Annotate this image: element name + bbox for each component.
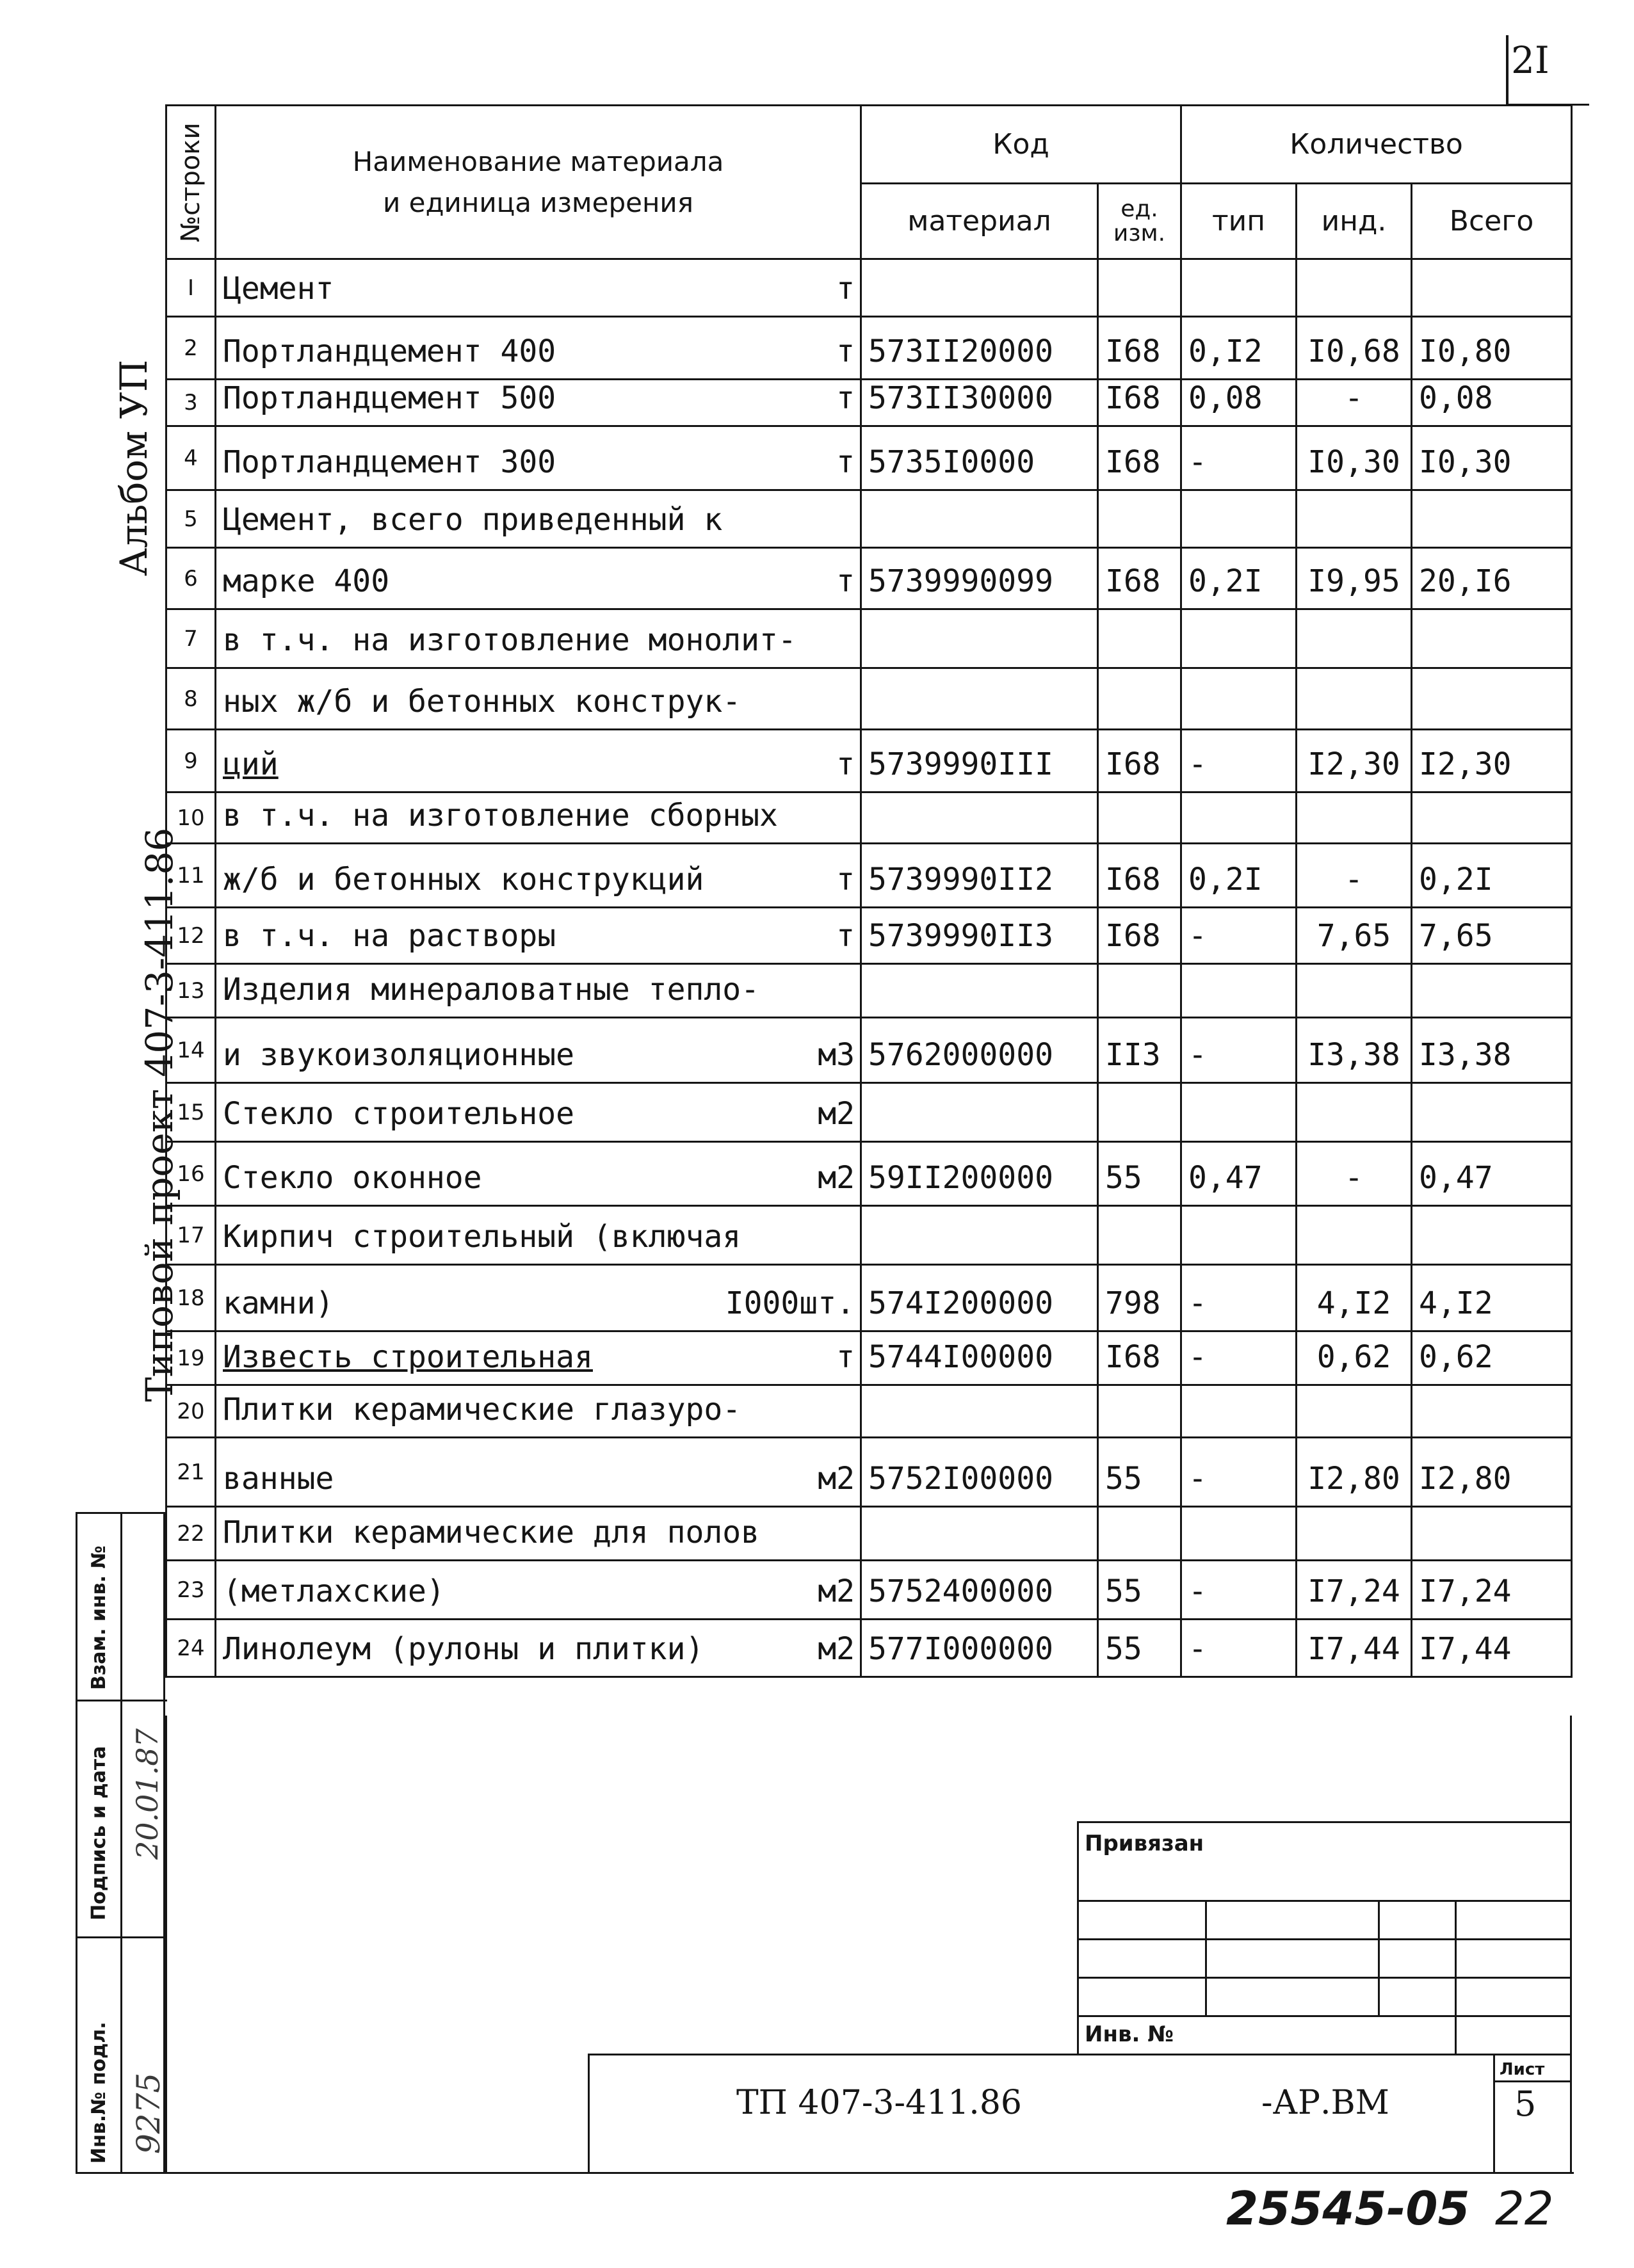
quantity-total: 0,2I <box>1412 844 1572 908</box>
material-code <box>861 964 1098 1018</box>
table-row <box>166 609 1572 668</box>
quantity-individual <box>1297 609 1412 668</box>
material-name-cell <box>216 1142 861 1206</box>
material-name: Линолеум (рулоны и плитки) <box>223 1631 704 1667</box>
material-code: 5752I00000 <box>861 1438 1098 1507</box>
material-code <box>861 490 1098 548</box>
material-code: 59II200000 <box>861 1142 1098 1206</box>
row-number: 12 <box>166 908 216 964</box>
material-code: 5735I0000 <box>861 426 1098 490</box>
header-name: Наименование материала и единица измерения <box>216 106 861 259</box>
material-name: Цемент <box>223 271 334 307</box>
unit-code: 798 <box>1098 1265 1181 1331</box>
quantity-individual <box>1297 668 1412 730</box>
material-name: Цемент, всего приведенный к <box>223 502 723 538</box>
table-row <box>166 1438 1572 1507</box>
quantity-type <box>1181 1083 1297 1142</box>
binding-line <box>1077 2015 1570 2017</box>
quantity-individual: 0,62 <box>1297 1331 1412 1385</box>
quantity-individual <box>1297 1507 1412 1561</box>
unit-code <box>1098 1507 1181 1561</box>
material-name-cell <box>216 1385 861 1438</box>
row-number: 21 <box>166 1438 216 1507</box>
binding-label: Привязан <box>1085 1831 1204 1856</box>
quantity-individual <box>1297 1206 1412 1265</box>
quantity-individual: 7,65 <box>1297 908 1412 964</box>
table-row <box>166 792 1572 844</box>
material-unit: т <box>836 271 855 307</box>
binding-vline <box>1077 1821 1079 2055</box>
material-code: 5752400000 <box>861 1561 1098 1620</box>
title-block-vline <box>588 2054 590 2174</box>
material-name-cell <box>216 1561 861 1620</box>
row-number: 8 <box>166 668 216 730</box>
binding-line <box>1077 1977 1570 1979</box>
table-row <box>166 1385 1572 1438</box>
quantity-total: 4,I2 <box>1412 1265 1572 1331</box>
quantity-type: - <box>1181 1018 1297 1083</box>
row-number: 10 <box>166 792 216 844</box>
material-name: Портландцемент 300 <box>223 444 556 480</box>
material-name: в т.ч. на изготовление монолит- <box>223 622 797 658</box>
header-total: Всего <box>1412 184 1572 259</box>
quantity-type: 0,08 <box>1181 380 1297 426</box>
quantity-total: 20,I6 <box>1412 548 1572 609</box>
material-unit: м2 <box>818 1573 855 1609</box>
binding-line <box>1077 1938 1570 1940</box>
unit-code: I68 <box>1098 730 1181 792</box>
material-code <box>861 1206 1098 1265</box>
table-row <box>166 1620 1572 1677</box>
row-number: 19 <box>166 1331 216 1385</box>
material-name-cell <box>216 317 861 380</box>
archive-page-number: 22 <box>1495 2182 1554 2235</box>
frame-line <box>165 1716 167 2174</box>
inv-number-label: Инв. № <box>1085 2022 1174 2047</box>
project-label: Типовой проект 407-3-411.86 <box>138 827 181 1402</box>
quantity-type: 0,I2 <box>1181 317 1297 380</box>
stamp-divider <box>77 1700 167 1701</box>
material-name: ванные <box>223 1461 334 1497</box>
table-row <box>166 668 1572 730</box>
quantity-type <box>1181 668 1297 730</box>
quantity-type <box>1181 792 1297 844</box>
material-code <box>861 1083 1098 1142</box>
quantity-individual: 4,I2 <box>1297 1265 1412 1331</box>
material-name-cell <box>216 908 861 964</box>
material-code: 5739990II3 <box>861 908 1098 964</box>
quantity-total <box>1412 668 1572 730</box>
row-number: 14 <box>166 1018 216 1083</box>
material-name-cell <box>216 1507 861 1561</box>
unit-code <box>1098 490 1181 548</box>
table-row <box>166 1331 1572 1385</box>
material-name: и звукоизоляционные <box>223 1037 575 1073</box>
table-row <box>166 548 1572 609</box>
sheet-label: Лист <box>1500 2060 1545 2079</box>
material-code <box>861 609 1098 668</box>
quantity-individual <box>1297 1083 1412 1142</box>
quantity-total: I7,44 <box>1412 1620 1572 1677</box>
material-unit: т <box>836 746 855 782</box>
material-name-cell <box>216 548 861 609</box>
quantity-type: 0,47 <box>1181 1142 1297 1206</box>
unit-code <box>1098 792 1181 844</box>
header-quantity: Количество <box>1181 106 1572 184</box>
material-unit: м2 <box>818 1461 855 1497</box>
material-unit: т <box>836 918 855 954</box>
row-number: 4 <box>166 426 216 490</box>
page-number-divider <box>1506 35 1509 106</box>
material-name: ных ж/б и бетонных конструк- <box>223 684 741 720</box>
material-name: Плитки керамические для полов <box>223 1515 760 1550</box>
row-number: 11 <box>166 844 216 908</box>
quantity-type: - <box>1181 1561 1297 1620</box>
material-unit: м3 <box>818 1037 855 1073</box>
material-name: ций <box>223 746 279 782</box>
material-name-cell <box>216 1620 861 1677</box>
table-row <box>166 964 1572 1018</box>
table-row <box>166 490 1572 548</box>
material-name-cell <box>216 1438 861 1507</box>
quantity-individual: I7,44 <box>1297 1620 1412 1677</box>
row-number: 22 <box>166 1507 216 1561</box>
quantity-total: 7,65 <box>1412 908 1572 964</box>
material-name-cell <box>216 380 861 426</box>
unit-code: 55 <box>1098 1142 1181 1206</box>
unit-code <box>1098 1206 1181 1265</box>
quantity-type <box>1181 1507 1297 1561</box>
unit-code: I68 <box>1098 844 1181 908</box>
material-name-cell <box>216 792 861 844</box>
row-number: 13 <box>166 964 216 1018</box>
unit-code <box>1098 964 1181 1018</box>
document-code: ТП 407-3-411.86 <box>736 2084 1022 2122</box>
row-number: 3 <box>166 380 216 426</box>
quantity-total: 0,08 <box>1412 380 1572 426</box>
table-row <box>166 1507 1572 1561</box>
quantity-total <box>1412 964 1572 1018</box>
quantity-type <box>1181 259 1297 317</box>
material-unit: т <box>836 1339 855 1375</box>
quantity-type <box>1181 1206 1297 1265</box>
material-code <box>861 792 1098 844</box>
archive-number: 25545-05 <box>1226 2182 1470 2235</box>
quantity-total: I2,30 <box>1412 730 1572 792</box>
unit-code: 55 <box>1098 1438 1181 1507</box>
quantity-type: - <box>1181 1331 1297 1385</box>
material-unit: т <box>836 862 855 897</box>
table-row <box>166 1561 1572 1620</box>
row-number: 6 <box>166 548 216 609</box>
quantity-total: 0,62 <box>1412 1331 1572 1385</box>
unit-code: II3 <box>1098 1018 1181 1083</box>
quantity-individual <box>1297 964 1412 1018</box>
binding-line <box>1077 1900 1570 1902</box>
quantity-total: I7,24 <box>1412 1561 1572 1620</box>
quantity-total <box>1412 490 1572 548</box>
material-code: 577I000000 <box>861 1620 1098 1677</box>
quantity-individual: - <box>1297 844 1412 908</box>
material-name: Изделия минераловатные тепло- <box>223 972 760 1008</box>
table-row <box>166 426 1572 490</box>
material-code <box>861 1507 1098 1561</box>
unit-code: I68 <box>1098 317 1181 380</box>
row-number: 7 <box>166 609 216 668</box>
quantity-individual: I2,80 <box>1297 1438 1412 1507</box>
quantity-type <box>1181 964 1297 1018</box>
quantity-individual: I0,30 <box>1297 426 1412 490</box>
header-individual: инд. <box>1297 184 1412 259</box>
quantity-type: - <box>1181 1620 1297 1677</box>
header-code: Код <box>861 106 1181 184</box>
material-name: в т.ч. на растворы <box>223 918 556 954</box>
unit-code: I68 <box>1098 1331 1181 1385</box>
table-row <box>166 380 1572 426</box>
quantity-type: 0,2I <box>1181 844 1297 908</box>
unit-code: I68 <box>1098 426 1181 490</box>
material-name-cell <box>216 964 861 1018</box>
header-unit-code: ед. изм. <box>1098 184 1181 259</box>
quantity-individual: I3,38 <box>1297 1018 1412 1083</box>
row-number: I <box>166 259 216 317</box>
table-row <box>166 1142 1572 1206</box>
quantity-individual: I0,68 <box>1297 317 1412 380</box>
binding-line <box>1077 1821 1570 1823</box>
quantity-individual: - <box>1297 380 1412 426</box>
handwritten-date: 20.01.87 <box>130 1728 165 1860</box>
quantity-total: I3,38 <box>1412 1018 1572 1083</box>
row-number: 9 <box>166 730 216 792</box>
quantity-individual: I2,30 <box>1297 730 1412 792</box>
material-name-cell <box>216 426 861 490</box>
quantity-type <box>1181 490 1297 548</box>
header-row-number: №строки <box>166 106 216 259</box>
quantity-total <box>1412 1385 1572 1438</box>
row-number: 17 <box>166 1206 216 1265</box>
sheet-number: 5 <box>1514 2084 1537 2124</box>
title-block-vline <box>1493 2054 1495 2174</box>
stamp-label-vzam-inv: Взам. инв. № <box>88 1545 110 1690</box>
material-unit: м2 <box>818 1096 855 1132</box>
row-number: 20 <box>166 1385 216 1438</box>
material-code: 5762000000 <box>861 1018 1098 1083</box>
material-unit: м2 <box>818 1160 855 1196</box>
quantity-individual <box>1297 1385 1412 1438</box>
stamp-divider <box>77 1936 167 1938</box>
quantity-type: - <box>1181 1438 1297 1507</box>
header-type: тип <box>1181 184 1297 259</box>
quantity-total <box>1412 1206 1572 1265</box>
materials-table <box>165 104 1573 1678</box>
quantity-individual <box>1297 490 1412 548</box>
frame-line <box>76 2172 1574 2174</box>
album-label: Альбом УП <box>112 359 156 576</box>
table-row <box>166 1018 1572 1083</box>
material-code <box>861 668 1098 730</box>
material-code: 573II20000 <box>861 317 1098 380</box>
material-name: (метлахские) <box>223 1573 445 1609</box>
page-number-top: 2I <box>1511 38 1549 82</box>
quantity-individual: I7,24 <box>1297 1561 1412 1620</box>
quantity-individual: - <box>1297 1142 1412 1206</box>
quantity-individual <box>1297 792 1412 844</box>
material-code <box>861 259 1098 317</box>
binding-vline <box>1455 1900 1457 2055</box>
material-code: 5744I00000 <box>861 1331 1098 1385</box>
material-code: 5739990II2 <box>861 844 1098 908</box>
quantity-total <box>1412 792 1572 844</box>
material-name-cell <box>216 1331 861 1385</box>
quantity-type <box>1181 609 1297 668</box>
material-name-cell <box>216 730 861 792</box>
row-number: 24 <box>166 1620 216 1677</box>
unit-code <box>1098 609 1181 668</box>
table-row <box>166 1083 1572 1142</box>
material-name: камни) <box>223 1285 334 1321</box>
approval-stamp <box>76 1512 165 2174</box>
material-name-cell <box>216 1018 861 1083</box>
unit-code: 55 <box>1098 1561 1181 1620</box>
quantity-type: 0,2I <box>1181 548 1297 609</box>
row-number: 18 <box>166 1265 216 1331</box>
material-name-cell <box>216 609 861 668</box>
material-name: Портландцемент 500 <box>223 380 556 416</box>
table-row <box>166 730 1572 792</box>
material-unit: м2 <box>818 1631 855 1667</box>
document-suffix: -АР.ВМ <box>1261 2084 1389 2122</box>
material-name: Кирпич строительный (включая <box>223 1219 741 1255</box>
unit-code <box>1098 1385 1181 1438</box>
row-number: 15 <box>166 1083 216 1142</box>
material-code: 574I200000 <box>861 1265 1098 1331</box>
header-material: материал <box>861 184 1098 259</box>
table-row <box>166 908 1572 964</box>
table-row <box>166 844 1572 908</box>
table-row <box>166 1265 1572 1331</box>
material-name-cell <box>216 668 861 730</box>
quantity-type: - <box>1181 426 1297 490</box>
quantity-type: - <box>1181 908 1297 964</box>
material-unit: т <box>836 444 855 480</box>
quantity-total: I2,80 <box>1412 1438 1572 1507</box>
material-name-cell <box>216 1083 861 1142</box>
material-code: 573II30000 <box>861 380 1098 426</box>
stamp-label-podpis-data: Подпись и дата <box>88 1746 110 1920</box>
material-name-cell <box>216 844 861 908</box>
row-number: 16 <box>166 1142 216 1206</box>
material-name-cell <box>216 490 861 548</box>
quantity-total <box>1412 259 1572 317</box>
material-name: Известь строительная <box>223 1339 593 1375</box>
title-block-line <box>588 2054 1571 2055</box>
material-unit: т <box>836 563 855 599</box>
unit-code <box>1098 1083 1181 1142</box>
frame-line <box>1570 1716 1572 2174</box>
table-row <box>166 1206 1572 1265</box>
table-row <box>166 317 1572 380</box>
binding-vline <box>1205 1900 1207 2015</box>
quantity-total: I0,80 <box>1412 317 1572 380</box>
table-row <box>166 259 1572 317</box>
material-code <box>861 1385 1098 1438</box>
quantity-type: - <box>1181 1265 1297 1331</box>
material-unit: т <box>836 380 855 416</box>
handwritten-inv-number: 9275 <box>130 2072 167 2154</box>
material-name: в т.ч. на изготовление сборных <box>223 798 778 833</box>
quantity-total: I0,30 <box>1412 426 1572 490</box>
material-code: 5739990099 <box>861 548 1098 609</box>
quantity-total <box>1412 1507 1572 1561</box>
row-number: 2 <box>166 317 216 380</box>
material-unit: т <box>836 334 855 369</box>
binding-vline <box>1378 1900 1380 2015</box>
material-name: Стекло строительное <box>223 1096 575 1132</box>
material-name: Стекло оконное <box>223 1160 482 1196</box>
material-name: марке 400 <box>223 563 390 599</box>
row-number: 23 <box>166 1561 216 1620</box>
material-name-cell <box>216 259 861 317</box>
row-number: 5 <box>166 490 216 548</box>
quantity-individual: I9,95 <box>1297 548 1412 609</box>
material-name-cell <box>216 1206 861 1265</box>
material-name-cell <box>216 1265 861 1331</box>
material-code: 5739990III <box>861 730 1098 792</box>
unit-code: I68 <box>1098 380 1181 426</box>
unit-code: I68 <box>1098 548 1181 609</box>
material-name: ж/б и бетонных конструкций <box>223 862 704 897</box>
quantity-type <box>1181 1385 1297 1438</box>
unit-code <box>1098 259 1181 317</box>
material-name: Плитки керамические глазуро- <box>223 1392 741 1428</box>
title-block-line <box>1493 2080 1570 2082</box>
quantity-total <box>1412 609 1572 668</box>
quantity-individual <box>1297 259 1412 317</box>
material-name: Портландцемент 400 <box>223 334 556 369</box>
material-unit: I000шт. <box>725 1285 855 1321</box>
quantity-total: 0,47 <box>1412 1142 1572 1206</box>
stamp-label-inv-podl: Инв.№ подл. <box>88 2022 110 2164</box>
quantity-total <box>1412 1083 1572 1142</box>
unit-code <box>1098 668 1181 730</box>
quantity-type: - <box>1181 730 1297 792</box>
unit-code: I68 <box>1098 908 1181 964</box>
unit-code: 55 <box>1098 1620 1181 1677</box>
